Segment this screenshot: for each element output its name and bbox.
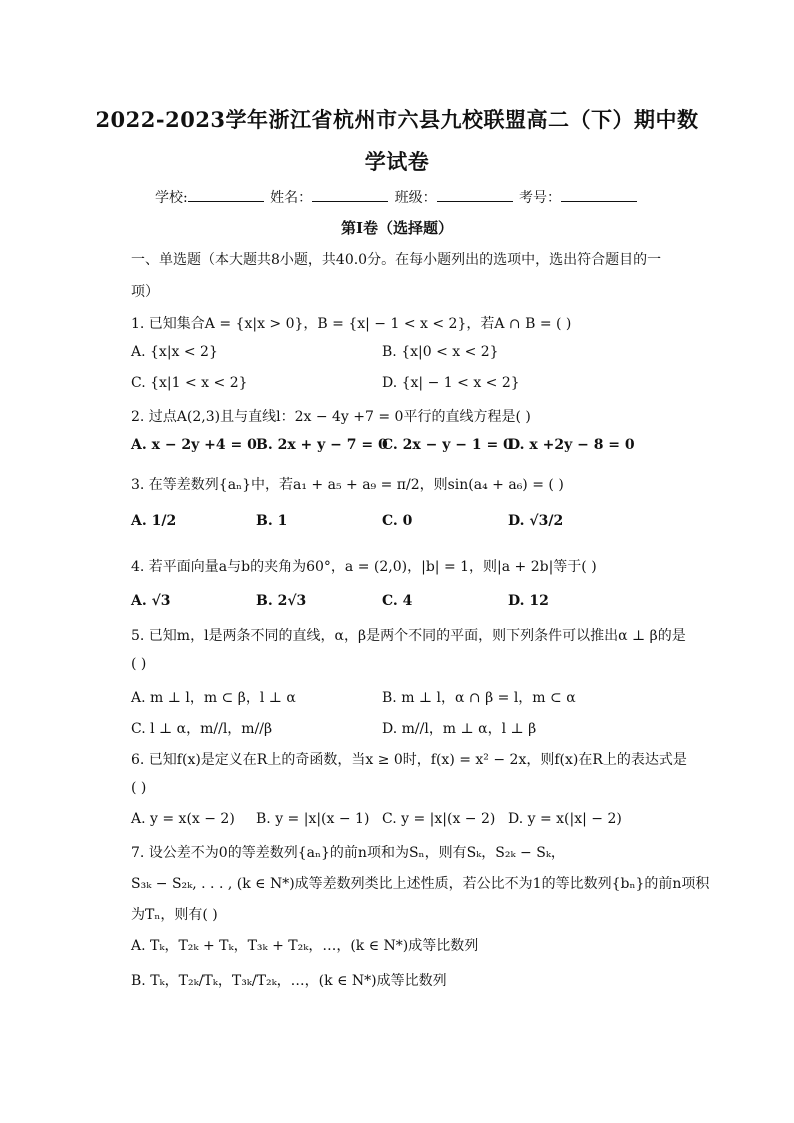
q7-option-b[interactable]: B. Tₖ，T₂ₖ/Tₖ，T₃ₖ/T₂ₖ，…，(k ∈ N*)成等比数列 bbox=[131, 973, 447, 989]
question-6-stem-line1: 6. 已知f(x)是定义在R上的奇函数，当x ≥ 0时，f(x) = x² − 2x，则f(x)在R上的表达式是 bbox=[131, 752, 687, 768]
q4-option-a[interactable]: A. √3 bbox=[131, 593, 171, 609]
q5-option-c[interactable]: C. l ⊥ α，m//l，m//β bbox=[131, 721, 273, 737]
q1-option-b[interactable]: B. {x|0 < x < 2} bbox=[382, 344, 499, 360]
q6-option-b[interactable]: B. y = |x|(x − 1) bbox=[256, 811, 370, 827]
q7-option-a[interactable]: A. Tₖ，T₂ₖ + Tₖ，T₃ₖ + T₂ₖ，…，(k ∈ N*)成等比数列 bbox=[131, 938, 479, 954]
q5-option-d[interactable]: D. m//l，m ⊥ α，l ⊥ β bbox=[382, 721, 537, 737]
q2-option-a[interactable]: A. x − 2y +4 = 0 bbox=[131, 437, 257, 453]
school-blank[interactable] bbox=[188, 189, 264, 202]
exam-title-line2: 学试卷 bbox=[364, 149, 430, 174]
school-label: 学校: bbox=[154, 190, 188, 206]
question-4-stem: 4. 若平面向量a与b的夹角为60°，a = (2,0)，|b| = 1，则|a + 2b|等于( ) bbox=[131, 559, 597, 575]
name-blank[interactable] bbox=[312, 189, 388, 202]
question-2-stem: 2. 过点A(2,3)且与直线l：2x − 4y +7 = 0平行的直线方程是( ) bbox=[131, 409, 531, 425]
question-6-stem-line2: ( ) bbox=[131, 780, 147, 796]
q6-option-a[interactable]: A. y = x(x − 2) bbox=[131, 811, 235, 827]
q4-option-b[interactable]: B. 2√3 bbox=[256, 593, 307, 609]
q3-option-d[interactable]: D. √3/2 bbox=[508, 513, 564, 529]
part1-heading-line1: 一、单选题（本大题共8小题，共40.0分。在每小题列出的选项中，选出符合题目的一 bbox=[131, 252, 662, 268]
question-3-stem: 3. 在等差数列{aₙ}中，若a₁ + a₅ + a₉ = π/2，则sin(a₄ + a₆) = ( ) bbox=[131, 477, 564, 493]
q5-option-b[interactable]: B. m ⊥ l，α ∩ β = l，m ⊂ α bbox=[382, 690, 576, 706]
exam-title-line1: 2022-2023学年浙江省杭州市六县九校联盟高二（下）期中数 bbox=[95, 107, 699, 132]
part1-heading-line2: 项） bbox=[131, 284, 159, 300]
q1-option-d[interactable]: D. {x| − 1 < x < 2} bbox=[382, 375, 520, 391]
q6-option-c[interactable]: C. y = |x|(x − 2) bbox=[382, 811, 496, 827]
q4-option-d[interactable]: D. 12 bbox=[508, 593, 549, 609]
question-7-stem-line1: 7. 设公差不为0的等差数列{aₙ}的前n项和为Sₙ，则有Sₖ，S₂ₖ − Sₖ， bbox=[131, 845, 565, 861]
question-5-stem-line1: 5. 已知m，l是两条不同的直线，α，β是两个不同的平面，则下列条件可以推出α ⊥ β的是 bbox=[131, 628, 686, 644]
q3-option-c[interactable]: C. 0 bbox=[382, 513, 413, 529]
q1-option-a[interactable]: A. {x|x < 2} bbox=[131, 344, 218, 360]
q4-option-c[interactable]: C. 4 bbox=[382, 593, 413, 609]
q3-option-b[interactable]: B. 1 bbox=[256, 513, 288, 529]
q3-option-a[interactable]: A. 1/2 bbox=[131, 513, 177, 529]
q2-option-b[interactable]: B. 2x + y − 7 = 0 bbox=[256, 437, 388, 453]
name-label: 姓名： bbox=[270, 190, 313, 206]
q1-option-c[interactable]: C. {x|1 < x < 2} bbox=[131, 375, 248, 391]
student-info-row bbox=[0, 187, 794, 207]
question-1-stem: 1. 已知集合A = {x|x > 0}，B = {x| − 1 < x < 2}，若A ∩ B = ( ) bbox=[131, 316, 572, 332]
section-heading: 第I卷（选择题） bbox=[340, 219, 454, 237]
class-label: 班级： bbox=[394, 190, 437, 206]
question-5-stem-line2: ( ) bbox=[131, 656, 147, 672]
exam-no-label: 考号： bbox=[519, 190, 562, 206]
question-7-stem-line2: S₃ₖ − S₂ₖ, . . . , (k ∈ N*)成等差数列类比上述性质，若公比不为1的等比数列{bₙ}的前n项积 bbox=[131, 876, 710, 892]
q2-option-c[interactable]: C. 2x − y − 1 = 0 bbox=[382, 437, 513, 453]
class-blank[interactable] bbox=[437, 189, 513, 202]
q5-option-a[interactable]: A. m ⊥ l，m ⊂ β，l ⊥ α bbox=[131, 690, 296, 706]
q2-option-d[interactable]: D. x +2y − 8 = 0 bbox=[508, 437, 635, 453]
exam-no-blank[interactable] bbox=[561, 189, 637, 202]
q6-option-d[interactable]: D. y = x(|x| − 2) bbox=[508, 811, 622, 827]
question-7-stem-line3: 为Tₙ，则有( ) bbox=[131, 907, 218, 923]
